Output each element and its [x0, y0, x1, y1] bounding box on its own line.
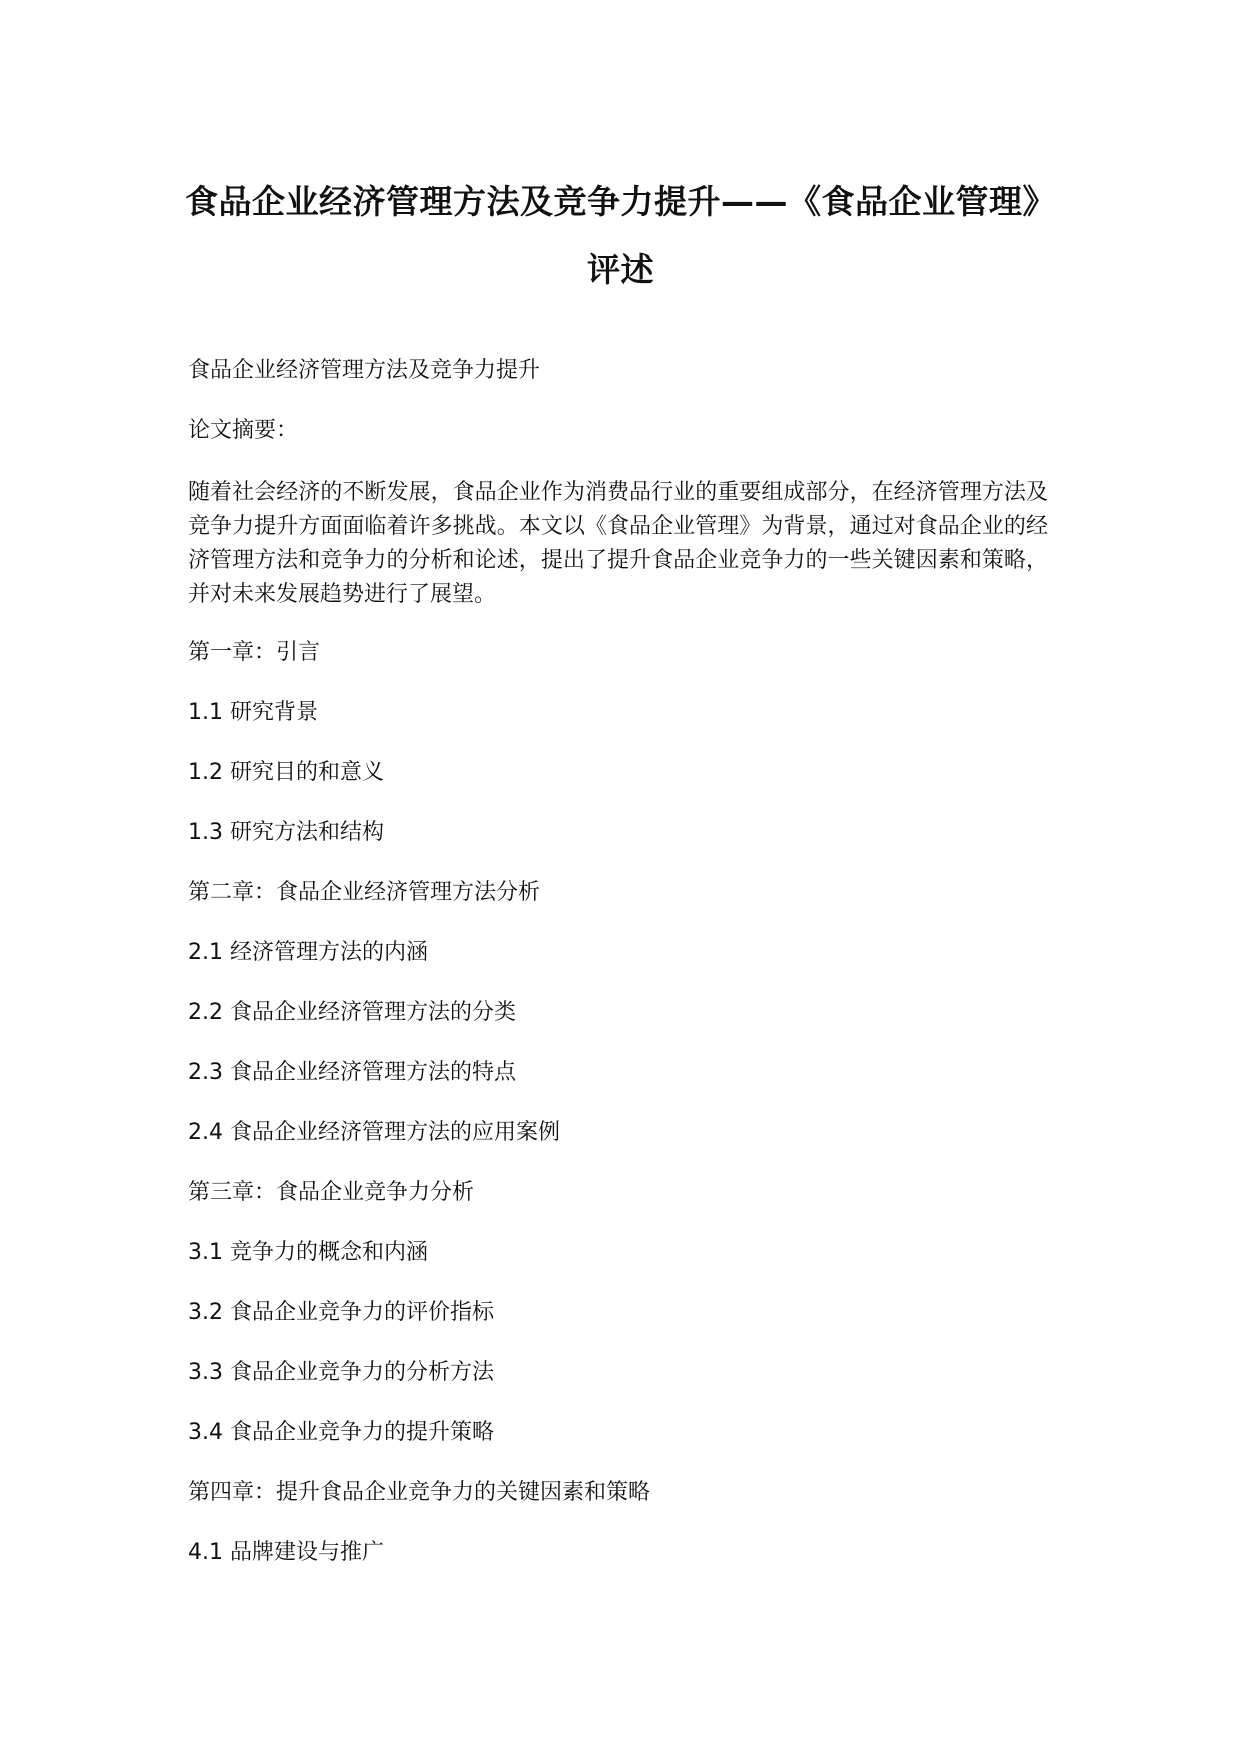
toc-item-chapter-2: 第二章：食品企业经济管理方法分析: [188, 880, 541, 905]
paper-subtitle: 食品企业经济管理方法及竞争力提升: [188, 358, 541, 383]
toc-item-2-2: 2.2 食品企业经济管理方法的分类: [188, 1000, 516, 1025]
toc-item-chapter-1: 第一章：引言: [188, 640, 321, 665]
toc-item-2-1: 2.1 经济管理方法的内涵: [188, 940, 428, 965]
toc-item-1-1: 1.1 研究背景: [188, 700, 318, 725]
abstract-label: 论文摘要：: [188, 418, 299, 443]
toc-item-1-2: 1.2 研究目的和意义: [188, 760, 384, 785]
document-title: [150, 168, 1091, 304]
title-line-2: 评述: [587, 250, 654, 289]
toc-item-3-1: 3.1 竞争力的概念和内涵: [188, 1240, 428, 1265]
toc-item-1-3: 1.3 研究方法和结构: [188, 820, 384, 845]
toc-item-chapter-3: 第三章：食品企业竞争力分析: [188, 1180, 475, 1205]
toc-item-3-4: 3.4 食品企业竞争力的提升策略: [188, 1420, 494, 1445]
title-line-1: 食品企业经济管理方法及竞争力提升——《食品企业管理》: [185, 182, 1056, 221]
toc-item-chapter-4: 第四章：提升食品企业竞争力的关键因素和策略: [188, 1480, 651, 1505]
document-body: [188, 356, 1058, 1568]
toc-item-3-3: 3.3 食品企业竞争力的分析方法: [188, 1360, 494, 1385]
toc-item-2-3: 2.3 食品企业经济管理方法的特点: [188, 1060, 516, 1085]
abstract-paragraph: 随着社会经济的不断发展，食品企业作为消费品行业的重要组成部分，在经济管理方法及竞争力提升方面面临着许多挑战。本文以《食品企业管理》为背景，通过对食品企业的经济管理方法和竞争力的分析和论述，提出了提升食品企业竞争力的一些关键因素和策略，并对未来发展趋势进行了展望。: [188, 480, 1048, 607]
toc-item-3-2: 3.2 食品企业竞争力的评价指标: [188, 1300, 494, 1325]
toc-item-2-4: 2.4 食品企业经济管理方法的应用案例: [188, 1120, 560, 1145]
toc-item-4-1: 4.1 品牌建设与推广: [188, 1540, 384, 1565]
